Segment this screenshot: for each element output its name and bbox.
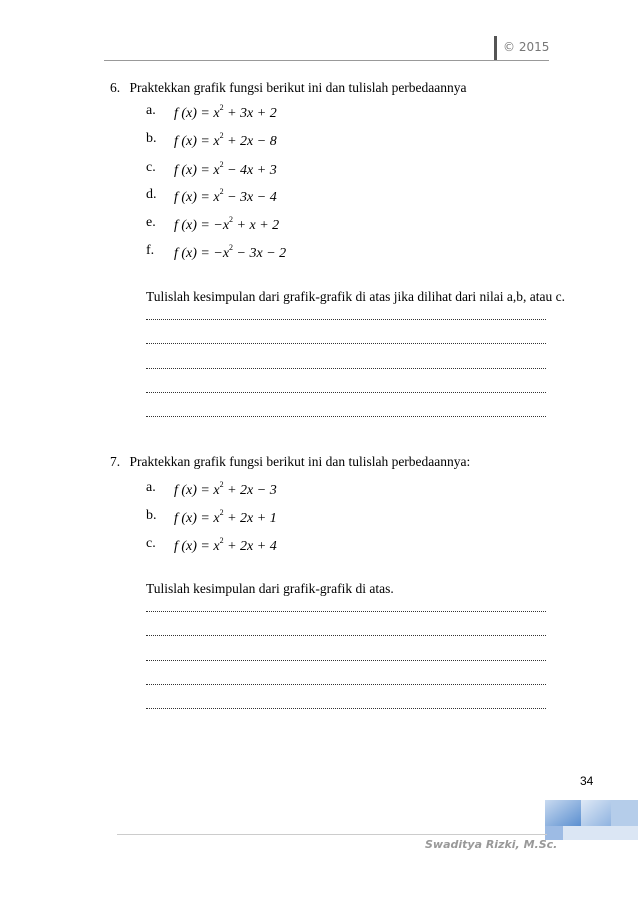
option-label: a.: [146, 480, 156, 495]
equation: f $(x) = x^2 + 2x - 8$: [174, 131, 277, 149]
equation: f $(x) = -x^2 + x + 2$: [174, 215, 280, 233]
footer-divider: [117, 834, 547, 835]
answer-line[interactable]: [146, 660, 546, 661]
instruction: Tulislah kesimpulan dari grafik-grafik di atas.: [146, 581, 394, 596]
equation: f $(x) = x^2 - 3x - 4$: [174, 187, 277, 205]
answer-line[interactable]: [146, 392, 546, 393]
answer-line[interactable]: [146, 343, 546, 344]
option-label: b.: [146, 508, 157, 523]
author-name: Swaditya Rizki, M.Sc.: [425, 838, 558, 851]
question-6: [110, 80, 467, 96]
option-label: c.: [146, 160, 156, 175]
header-divider: [104, 60, 549, 61]
header-bar: [494, 36, 497, 60]
option-label: b.: [146, 131, 157, 146]
option-label: d.: [146, 187, 157, 202]
page-number: 34: [580, 774, 594, 788]
equation: f $(x) = x^2 + 2x + 4$: [174, 536, 277, 554]
decorative-blocks: [543, 796, 638, 842]
option-label: a.: [146, 103, 156, 118]
answer-line[interactable]: [146, 416, 546, 417]
question-text: Praktekkan grafik fungsi berikut ini dan tulislah perbedaannya:: [129, 454, 471, 469]
answer-line[interactable]: [146, 611, 546, 612]
question-number: 6.: [110, 80, 121, 95]
answer-line[interactable]: [146, 635, 546, 636]
question-number: 7.: [110, 454, 121, 469]
answer-line[interactable]: [146, 319, 546, 320]
answer-line[interactable]: [146, 684, 546, 685]
equation: f $(x) = x^2 + 2x - 3$: [174, 480, 277, 498]
equation: f $(x) = x^2 + 2x + 1$: [174, 508, 277, 526]
copyright: © 2015: [503, 40, 550, 54]
equation: f $(x) = -x^2 - 3x - 2$: [174, 243, 287, 261]
equation: f $(x) = x^2 + 3x + 2$: [174, 103, 277, 121]
answer-line[interactable]: [146, 368, 546, 369]
option-label: c.: [146, 536, 156, 551]
question-7: [110, 454, 470, 470]
question-text: Praktekkan grafik fungsi berikut ini dan tulislah perbedaannya: [129, 80, 467, 95]
option-label: f.: [146, 243, 155, 258]
option-label: e.: [146, 215, 156, 230]
instruction: Tulislah kesimpulan dari grafik-grafik di atas jika dilihat dari nilai a,b, atau c.: [146, 289, 566, 304]
answer-line[interactable]: [146, 708, 546, 709]
equation: f $(x) = x^2 - 4x + 3$: [174, 160, 277, 178]
